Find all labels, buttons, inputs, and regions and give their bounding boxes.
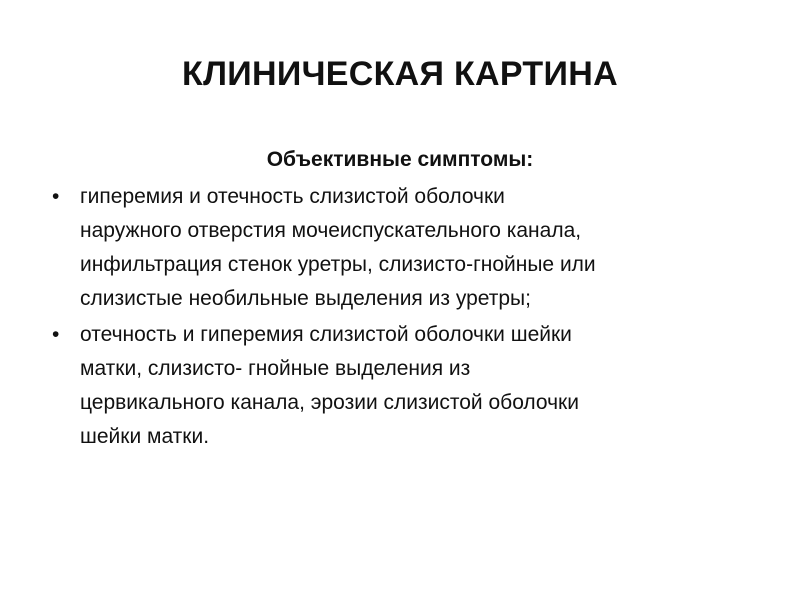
bullet-item	[52, 180, 752, 316]
bullet-text-line: слизистые необильные выделения из уретры;	[80, 287, 531, 310]
bullet-text-line: инфильтрация стенок уретры, слизисто-гнойные или	[80, 253, 596, 276]
slide-title: КЛИНИЧЕСКАЯ КАРТИНА	[182, 55, 618, 93]
bullet-text-line: матки, слизисто- гнойные выделения из	[80, 357, 471, 380]
bullet-marker: •	[52, 185, 60, 208]
bullet-text-line: отечность и гиперемия слизистой оболочки шейки	[80, 323, 572, 346]
bullet-text-line: шейки матки.	[80, 425, 210, 448]
bullet-list	[52, 180, 752, 454]
bullet-text-line: гиперемия и отечность слизистой оболочки	[80, 185, 505, 208]
bullet-text-line: наружного отверстия мочеиспускательного канала,	[80, 219, 582, 242]
bullet-item	[52, 318, 752, 454]
bullet-text-line: цервикального канала, эрозии слизистой оболочки	[80, 391, 579, 414]
slide-subtitle: Объективные симптомы:	[266, 148, 534, 171]
bullet-marker: •	[52, 323, 60, 346]
